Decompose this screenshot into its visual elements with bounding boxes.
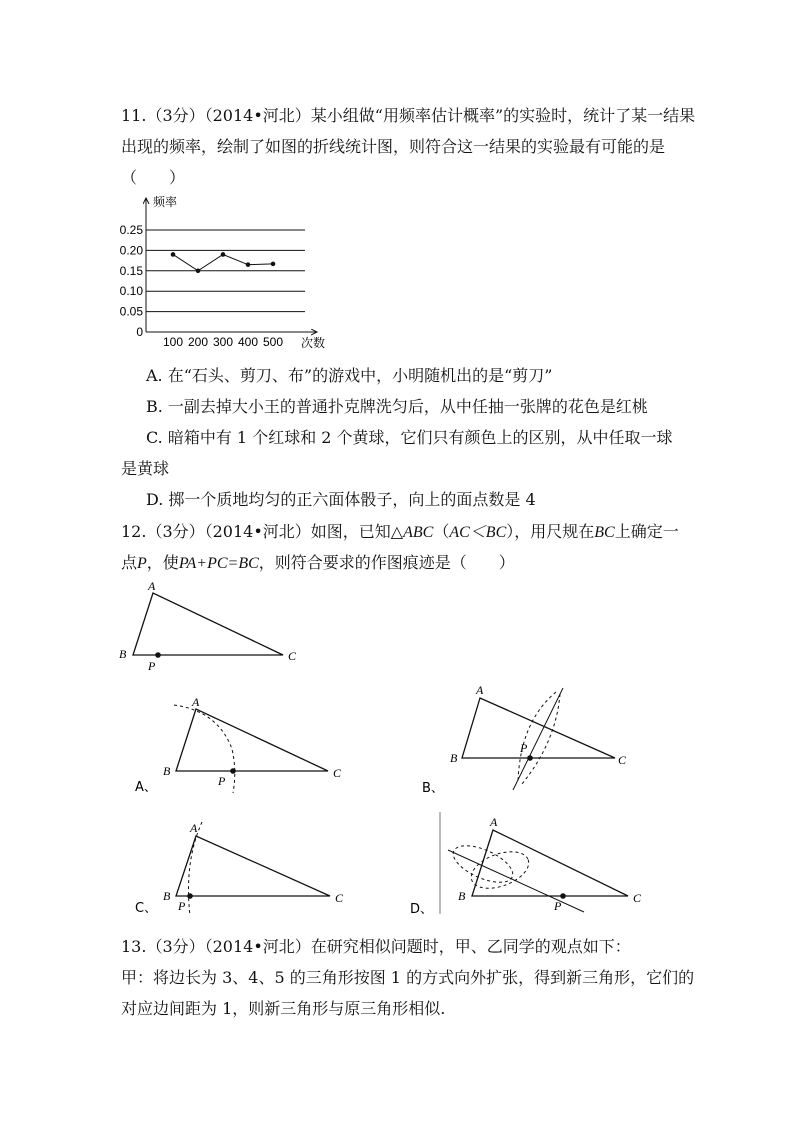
svg-text:C: C <box>335 891 344 905</box>
label-p: P <box>148 659 156 673</box>
q13-line3: 对应边间距为 1，则新三角形与原三角形相似. <box>121 999 446 1018</box>
q13-line1: 13.（3分）（2014•河北）在研究相似问题时，甲、乙同学的观点如下： <box>121 937 631 956</box>
q11-line2: 出现的频率，绘制了如图的折线统计图，则符合这一结果的实验最有可能的是 <box>121 137 666 156</box>
q11-paren: （ ） <box>121 168 186 187</box>
x-tick-label: 500 <box>262 335 284 349</box>
y-axis-label: 频率 <box>153 195 178 209</box>
data-point <box>171 252 176 257</box>
y-tick-label: 0.15 <box>119 263 143 278</box>
chart-gridlines <box>146 230 305 312</box>
label-c: C <box>288 649 297 663</box>
y-tick-label: 0.25 <box>119 223 143 237</box>
svg-text:P: P <box>218 774 226 788</box>
option-c-figure <box>130 812 360 922</box>
svg-text:B: B <box>450 751 458 765</box>
q11-option-c: C. 暗箱中有 1 个红球和 2 个黄球，它们只有颜色上的区别，从中任取一球 <box>146 428 673 447</box>
svg-text:C: C <box>618 753 627 767</box>
y-tick-label: 0.10 <box>119 284 143 299</box>
y-tick-label: 0.05 <box>119 304 143 319</box>
svg-text:A: A <box>476 683 484 697</box>
q11-option-d: D. 掷一个质地均匀的正六面体骰子，向上的面点数是 4 <box>146 490 536 509</box>
svg-text:A: A <box>192 695 200 709</box>
option-b-figure <box>418 682 658 797</box>
svg-text:B: B <box>458 889 466 903</box>
data-point <box>271 262 276 267</box>
option-d-figure <box>408 812 648 922</box>
svg-text:A: A <box>190 821 198 835</box>
x-axis-label: 次数 <box>301 336 326 350</box>
x-tick-label: 300 <box>212 335 234 349</box>
option-d-label: D、 <box>410 902 434 917</box>
y-tick-label: 0 <box>136 325 143 339</box>
data-point <box>246 262 251 267</box>
option-a-figure <box>130 693 360 803</box>
x-tick-label: 400 <box>237 335 259 349</box>
option-c-label: C、 <box>135 901 158 916</box>
data-point <box>221 252 226 257</box>
triangle-abc-figure <box>115 578 315 678</box>
svg-text:C: C <box>633 891 642 905</box>
y-tick-label: 0.20 <box>119 243 143 258</box>
q12-line2: 点P，使PA+PC=BC，则符合要求的作图痕迹是（ ） <box>121 553 515 572</box>
q13-line2: 甲：将边长为 3、4、5 的三角形按图 1 的方式向外扩张，得到新三角形，它们的 <box>121 968 695 987</box>
svg-text:B: B <box>163 764 171 778</box>
svg-text:A: A <box>490 815 498 829</box>
label-b: B <box>119 647 127 661</box>
q11-option-a: A. 在“石头、剪刀、布”的游戏中，小明随机出的是“剪刀” <box>146 366 553 385</box>
q11-line1: 11.（3分）（2014•河北）某小组做“用频率估计概率”的实验时，统计了某一结果 <box>121 106 696 125</box>
svg-text:P: P <box>178 899 186 913</box>
x-tick-label: 200 <box>187 335 209 349</box>
svg-text:C: C <box>333 766 342 780</box>
series-line <box>173 254 273 270</box>
option-a-label: A、 <box>135 780 157 795</box>
svg-text:P: P <box>554 899 562 913</box>
data-point <box>196 269 201 274</box>
option-b-label: B、 <box>422 781 444 796</box>
label-a: A <box>148 579 156 593</box>
x-tick-label: 100 <box>162 335 184 349</box>
svg-text:P: P <box>520 741 528 755</box>
q12-line1: 12.（3分）（2014•河北）如图，已知△ABC（AC＜BC），用尺规在BC上确定一 <box>121 522 679 541</box>
svg-text:B: B <box>163 889 171 903</box>
q11-option-b: B. 一副去掉大小王的普通扑克牌洗匀后，从中任抽一张牌的花色是红桃 <box>146 397 648 416</box>
frequency-line-chart <box>115 190 345 350</box>
q11-option-c-cont: 是黄球 <box>121 459 170 478</box>
